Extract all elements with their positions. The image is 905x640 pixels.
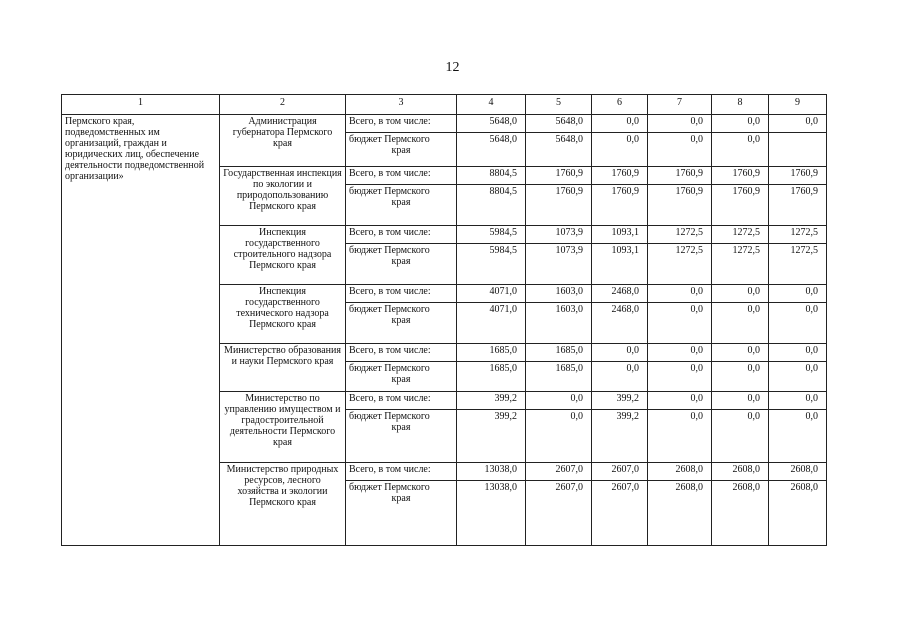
value-cell: 0,0: [712, 344, 769, 362]
value-cell: 5984,5: [457, 244, 526, 285]
value-cell: 1760,9: [769, 185, 827, 226]
value-cell: 0,0: [648, 344, 712, 362]
value-cell: 2608,0: [648, 463, 712, 481]
value-cell: 4071,0: [457, 285, 526, 303]
value-cell: 5648,0: [526, 115, 592, 133]
funding-source-label: бюджет Пермского: [349, 304, 430, 315]
funding-source-cell: [346, 285, 457, 303]
header-cell: 6: [592, 95, 648, 115]
funding-source-label: Всего, в том числе:: [349, 116, 431, 127]
funding-source-cell: [346, 392, 457, 410]
funding-source-label: бюджет Пермского: [349, 134, 430, 145]
value-cell: 0,0: [648, 133, 712, 167]
value-cell: 1760,9: [712, 167, 769, 185]
funding-source-cell: [346, 362, 457, 392]
value-cell: 1760,9: [526, 167, 592, 185]
value-cell: 5648,0: [457, 115, 526, 133]
funding-source-label: Всего, в том числе:: [349, 227, 431, 238]
value-cell: 0,0: [769, 362, 827, 392]
value-cell: 2468,0: [592, 285, 648, 303]
value-cell: 8804,5: [457, 167, 526, 185]
value-cell: 1272,5: [648, 226, 712, 244]
header-cell: 7: [648, 95, 712, 115]
value-cell: 0,0: [712, 362, 769, 392]
value-cell: 399,2: [592, 410, 648, 463]
value-cell: 1760,9: [648, 167, 712, 185]
value-cell: 0,0: [648, 303, 712, 344]
funding-source-cell: [346, 167, 457, 185]
organization-cell: Инспекция государственного технического надзора Пермского края: [220, 285, 346, 344]
organization-cell: Министерство образования и науки Пермского края: [220, 344, 346, 392]
organization-cell: Государственная инспекция по экологии и природопользованию Пермского края: [220, 167, 346, 226]
value-cell: 1685,0: [457, 344, 526, 362]
organization-cell: Министерство природных ресурсов, лесного хозяйства и экологии Пермского края: [220, 463, 346, 546]
value-cell: 2607,0: [526, 463, 592, 481]
value-cell: 0,0: [648, 362, 712, 392]
value-cell: 0,0: [648, 115, 712, 133]
funding-source-cell: [346, 481, 457, 546]
value-cell: 13038,0: [457, 463, 526, 481]
value-cell: [769, 133, 827, 167]
table-body: [62, 95, 827, 546]
value-cell: 0,0: [712, 285, 769, 303]
funding-source-label-cont: края: [391, 197, 411, 208]
value-cell: 1760,9: [526, 185, 592, 226]
value-cell: 0,0: [712, 303, 769, 344]
funding-source-cell: [346, 185, 457, 226]
value-cell: 0,0: [592, 362, 648, 392]
value-cell: 0,0: [712, 410, 769, 463]
funding-source-label-cont: края: [391, 256, 411, 267]
organization-cell: Инспекция государственного строительного надзора Пермского края: [220, 226, 346, 285]
funding-source-label-cont: края: [391, 493, 411, 504]
value-cell: 0,0: [712, 133, 769, 167]
funding-source-label-cont: края: [391, 422, 411, 433]
value-cell: 1760,9: [592, 185, 648, 226]
value-cell: 0,0: [648, 285, 712, 303]
value-cell: 1685,0: [457, 362, 526, 392]
funding-source-label-cont: края: [391, 315, 411, 326]
funding-source-cell: [346, 244, 457, 285]
value-cell: 1685,0: [526, 362, 592, 392]
funding-source-cell: [346, 303, 457, 344]
header-cell: 4: [457, 95, 526, 115]
organization-cell: Министерство по управлению имуществом и градостроительной деятельности Пермского края: [220, 392, 346, 463]
value-cell: 0,0: [769, 410, 827, 463]
funding-source-label-cont: края: [391, 145, 411, 156]
value-cell: 0,0: [712, 392, 769, 410]
value-cell: 1760,9: [648, 185, 712, 226]
header-cell: 9: [769, 95, 827, 115]
funding-source-label: Всего, в том числе:: [349, 345, 431, 356]
header-cell: 2: [220, 95, 346, 115]
page-number: 12: [445, 60, 460, 75]
funding-source-label: бюджет Пермского: [349, 186, 430, 197]
funding-source-label: бюджет Пермского: [349, 482, 430, 493]
value-cell: 4071,0: [457, 303, 526, 344]
funding-source-label-cont: края: [391, 374, 411, 385]
value-cell: 5648,0: [526, 133, 592, 167]
value-cell: 1272,5: [648, 244, 712, 285]
funding-source-cell: [346, 226, 457, 244]
funding-source-cell: [346, 410, 457, 463]
value-cell: 0,0: [592, 133, 648, 167]
funding-source-label: Всего, в том числе:: [349, 464, 431, 475]
value-cell: 399,2: [457, 392, 526, 410]
value-cell: 2607,0: [592, 481, 648, 546]
value-cell: 8804,5: [457, 185, 526, 226]
funding-source-label: Всего, в том числе:: [349, 393, 431, 404]
program-description-cell: Пермского края, подведомственных им организаций, граждан и юридических лиц, обеспечение деятельности подведомственной организации»: [62, 115, 220, 546]
value-cell: 1073,9: [526, 244, 592, 285]
value-cell: 0,0: [648, 392, 712, 410]
value-cell: 0,0: [526, 392, 592, 410]
value-cell: 5648,0: [457, 133, 526, 167]
header-cell: 8: [712, 95, 769, 115]
funding-source-label: бюджет Пермского: [349, 411, 430, 422]
funding-source-cell: [346, 115, 457, 133]
value-cell: 0,0: [769, 392, 827, 410]
value-cell: 1093,1: [592, 226, 648, 244]
value-cell: 1685,0: [526, 344, 592, 362]
value-cell: 1760,9: [592, 167, 648, 185]
value-cell: 0,0: [769, 285, 827, 303]
funding-source-label: бюджет Пермского: [349, 363, 430, 374]
value-cell: 0,0: [769, 303, 827, 344]
value-cell: 1073,9: [526, 226, 592, 244]
value-cell: 399,2: [457, 410, 526, 463]
value-cell: 1603,0: [526, 303, 592, 344]
funding-source-label: бюджет Пермского: [349, 245, 430, 256]
value-cell: 0,0: [712, 115, 769, 133]
value-cell: 1272,5: [769, 226, 827, 244]
funding-source-label: Всего, в том числе:: [349, 168, 431, 179]
value-cell: 0,0: [526, 410, 592, 463]
value-cell: 0,0: [592, 115, 648, 133]
header-cell: 5: [526, 95, 592, 115]
value-cell: 2607,0: [526, 481, 592, 546]
value-cell: 2608,0: [769, 463, 827, 481]
funding-source-cell: [346, 463, 457, 481]
value-cell: 2607,0: [592, 463, 648, 481]
value-cell: 2608,0: [712, 481, 769, 546]
header-row: [62, 95, 827, 115]
value-cell: 2608,0: [769, 481, 827, 546]
funding-source-label: Всего, в том числе:: [349, 286, 431, 297]
value-cell: 2468,0: [592, 303, 648, 344]
value-cell: 2608,0: [712, 463, 769, 481]
value-cell: 1760,9: [712, 185, 769, 226]
value-cell: 0,0: [592, 344, 648, 362]
value-cell: 0,0: [769, 115, 827, 133]
value-cell: 1272,5: [712, 226, 769, 244]
funding-source-cell: [346, 133, 457, 167]
value-cell: 0,0: [769, 344, 827, 362]
value-cell: 2608,0: [648, 481, 712, 546]
table-row: [62, 115, 827, 133]
header-cell: 3: [346, 95, 457, 115]
header-cell: 1: [62, 95, 220, 115]
value-cell: 5984,5: [457, 226, 526, 244]
funding-source-cell: [346, 344, 457, 362]
value-cell: 1760,9: [769, 167, 827, 185]
value-cell: 0,0: [648, 410, 712, 463]
value-cell: 1603,0: [526, 285, 592, 303]
budget-table: [61, 94, 827, 546]
value-cell: 1093,1: [592, 244, 648, 285]
value-cell: 1272,5: [712, 244, 769, 285]
value-cell: 1272,5: [769, 244, 827, 285]
value-cell: 399,2: [592, 392, 648, 410]
value-cell: 13038,0: [457, 481, 526, 546]
organization-cell: Администрация губернатора Пермского края: [220, 115, 346, 167]
